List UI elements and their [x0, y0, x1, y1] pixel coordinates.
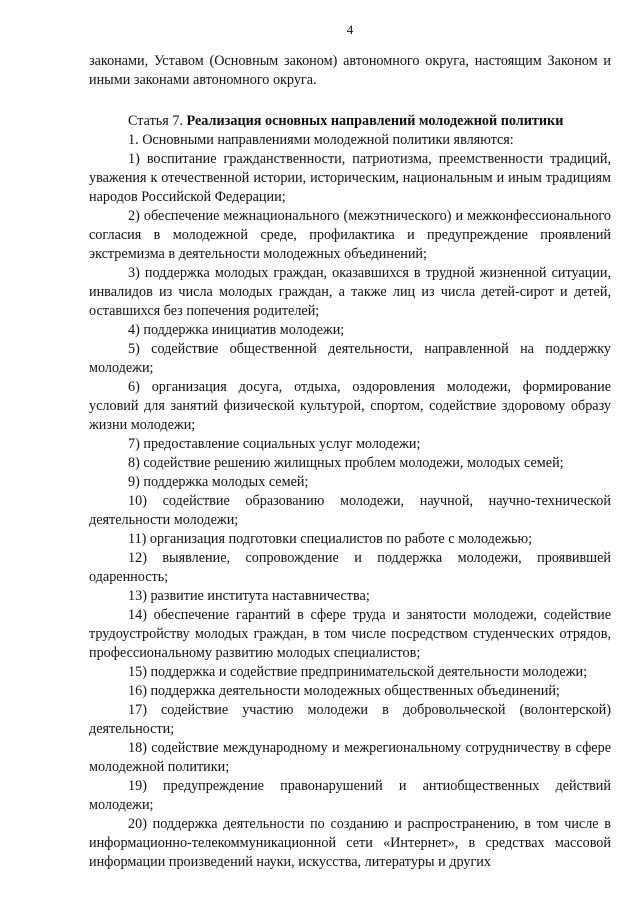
list-item-10: 10) содействие образованию молодежи, научной, научно-технической деятельности молодежи; [89, 493, 611, 528]
list-item-2: 2) обеспечение межнационального (межэтнического) и межконфессионального согласия в молодежной среде, профилактика и предупреждение проявлений экстремизма в деятельности молодежных объединений; [89, 208, 611, 262]
list-item-4: 4) поддержка инициатив молодежи; [128, 322, 345, 338]
list-item-5: 5) содействие общественной деятельности, направленной на поддержку молодежи; [89, 341, 611, 376]
list-item-6: 6) организация досуга, отдыха, оздоровления молодежи, формирование условий для занятий физической культурой, спортом, содействие здоровому образу жизни молодежи; [89, 379, 611, 433]
list-item-15: 15) поддержка и содействие предпринимательской деятельности молодежи; [128, 664, 588, 680]
list-item-18: 18) содействие международному и межрегиональному сотрудничеству в сфере молодежной политики; [89, 740, 611, 775]
list-item-16: 16) поддержка деятельности молодежных общественных объединений; [128, 683, 560, 699]
list-item-8: 8) содействие решению жилищных проблем молодежи, молодых семей; [128, 455, 564, 471]
document-page [89, 0, 611, 905]
list-item-12: 12) выявление, сопровождение и поддержка молодежи, проявившей одаренность; [89, 550, 611, 585]
intro-paragraph: законами, Уставом (Основным законом) автономного округа, настоящим Законом и иными законами автономного округа. [89, 53, 611, 88]
list-item-19: 19) предупреждение правонарушений и антиобщественных действий молодежи; [89, 778, 611, 813]
article-heading [89, 112, 611, 131]
article-title: Реализация основных направлений молодежной политики [186, 113, 564, 129]
list-item-9: 9) поддержка молодых семей; [128, 474, 309, 490]
list-item-1: 1) воспитание гражданственности, патриотизма, преемственности традиций, уважения к отечественной истории, историческим, национальным и иным традициям народов Российской Федерации; [89, 151, 611, 205]
page-number: 4 [346, 22, 354, 37]
list-item-17: 17) содействие участию молодежи в добровольческой (волонтерской) деятельности; [89, 702, 611, 737]
list-item-20: 20) поддержка деятельности по созданию и распространению, в том числе в информационно-телекоммуникационной сети «Интернет», в средствах массовой информации произведений науки, искусства, литературы и других [89, 816, 611, 870]
document-body [89, 52, 611, 872]
list-item-13: 13) развитие института наставничества; [128, 588, 370, 604]
list-item-7: 7) предоставление социальных услуг молодежи; [128, 436, 421, 452]
article-label: Статья 7. [128, 113, 183, 129]
lead-paragraph: 1. Основными направлениями молодежной политики являются: [128, 132, 514, 148]
list-item-11: 11) организация подготовки специалистов по работе с молодежью; [128, 531, 533, 547]
list-item-3: 3) поддержка молодых граждан, оказавшихся в трудной жизненной ситуации, инвалидов из числа молодых граждан, а также лиц из числа детей-сирот и детей, оставшихся без попечения родителей; [89, 265, 611, 319]
list-item-14: 14) обеспечение гарантий в сфере труда и занятости молодежи, содействие трудоустройству молодых граждан, в том числе посредством студенческих отрядов, профессиональному развитию молодых специалистов; [89, 607, 611, 661]
